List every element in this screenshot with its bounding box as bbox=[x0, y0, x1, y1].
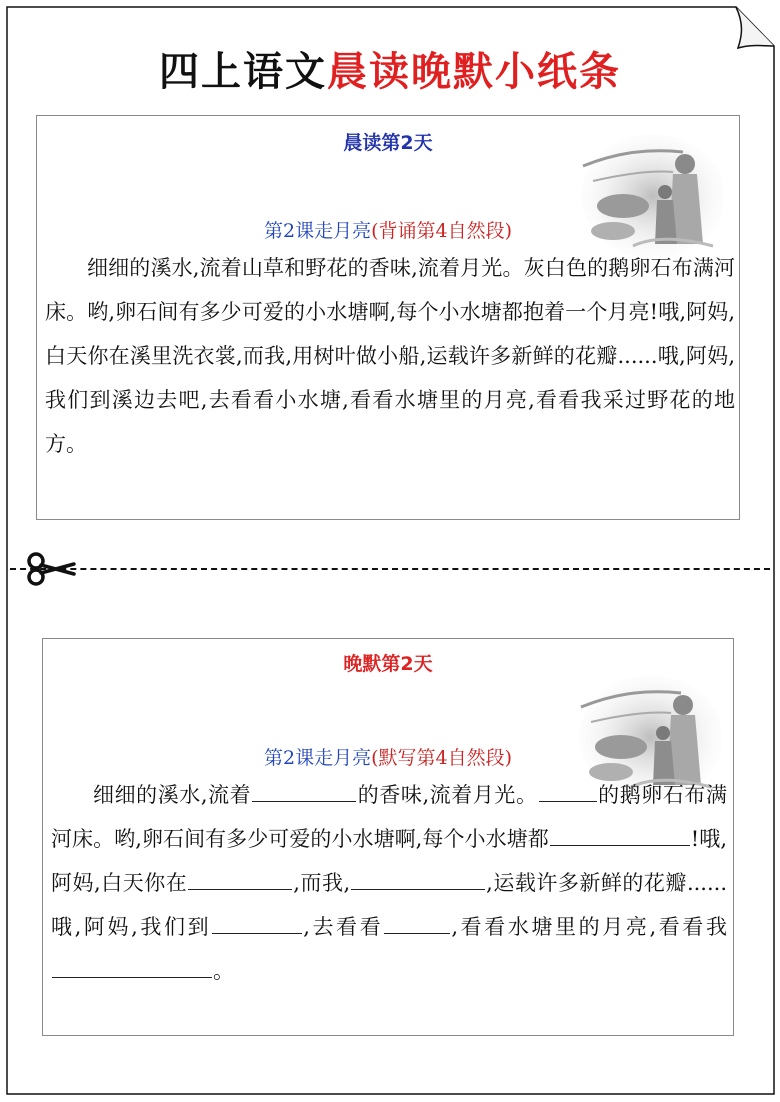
title-subject: 四上语文 bbox=[159, 49, 327, 95]
passage-segment: ,运载许多新鲜的花瓣......哦,阿妈,我们到 bbox=[51, 871, 727, 939]
morning-passage-text: 细细的溪水,流着山草和野花的香味,流着月光。灰白色的鹅卵石布满河床。哟,卵石间有多少可爱的小水塘啊,每个小水塘都抱着一个月亮!哦,阿妈,白天你在溪里洗衣裳,而我,用树叶做小船,运载许多新鲜的花瓣......哦,阿妈,我们到溪边去吧,去看看小水塘,看看水塘里的月亮,看看我采过野花的地方。 bbox=[45, 256, 735, 456]
cut-line bbox=[10, 568, 770, 572]
fill-blank[interactable] bbox=[188, 869, 292, 890]
evening-dictation-card bbox=[42, 638, 734, 1036]
passage-segment: ,去看看 bbox=[303, 915, 384, 939]
fill-blank[interactable] bbox=[384, 913, 450, 934]
passage-segment: ,看看水塘里的月亮,看看我 bbox=[451, 915, 727, 939]
fill-blank[interactable] bbox=[52, 957, 212, 978]
evening-lesson-line bbox=[43, 743, 733, 770]
evening-passage bbox=[51, 773, 727, 993]
page-title bbox=[0, 44, 780, 100]
morning-lesson-title: 第2课走月亮 bbox=[263, 220, 372, 242]
evening-lesson-title: 第2课走月亮 bbox=[263, 747, 372, 769]
morning-passage bbox=[45, 246, 735, 466]
evening-task: (默写第4自然段) bbox=[371, 747, 512, 769]
passage-segment: 的鹅卵石布满河床。哟,卵石间有多少可爱的小水塘啊,每个小水塘都 bbox=[51, 783, 727, 851]
passage-segment: ,而我, bbox=[293, 871, 351, 895]
passage-segment: 细细的溪水,流着 bbox=[93, 783, 252, 807]
morning-lesson-line bbox=[37, 216, 739, 243]
passage-segment: 。 bbox=[213, 959, 234, 983]
evening-heading: 晚默第2天 bbox=[343, 653, 433, 675]
passage-segment: !哦,阿妈,白天你在 bbox=[51, 827, 727, 895]
fill-blank[interactable] bbox=[212, 913, 302, 934]
morning-heading: 晨读第2天 bbox=[343, 132, 433, 154]
fill-blank[interactable] bbox=[252, 781, 356, 802]
evening-passage-text bbox=[51, 773, 727, 993]
morning-task: (背诵第4自然段) bbox=[371, 220, 512, 242]
morning-reading-card bbox=[36, 115, 740, 520]
fill-blank[interactable] bbox=[351, 869, 485, 890]
title-main: 晨读晚默小纸条 bbox=[327, 49, 621, 95]
passage-segment: 的香味,流着月光。 bbox=[357, 783, 538, 807]
fill-blank[interactable] bbox=[550, 825, 690, 846]
scissors-icon bbox=[26, 552, 76, 586]
fill-blank[interactable] bbox=[539, 781, 597, 802]
